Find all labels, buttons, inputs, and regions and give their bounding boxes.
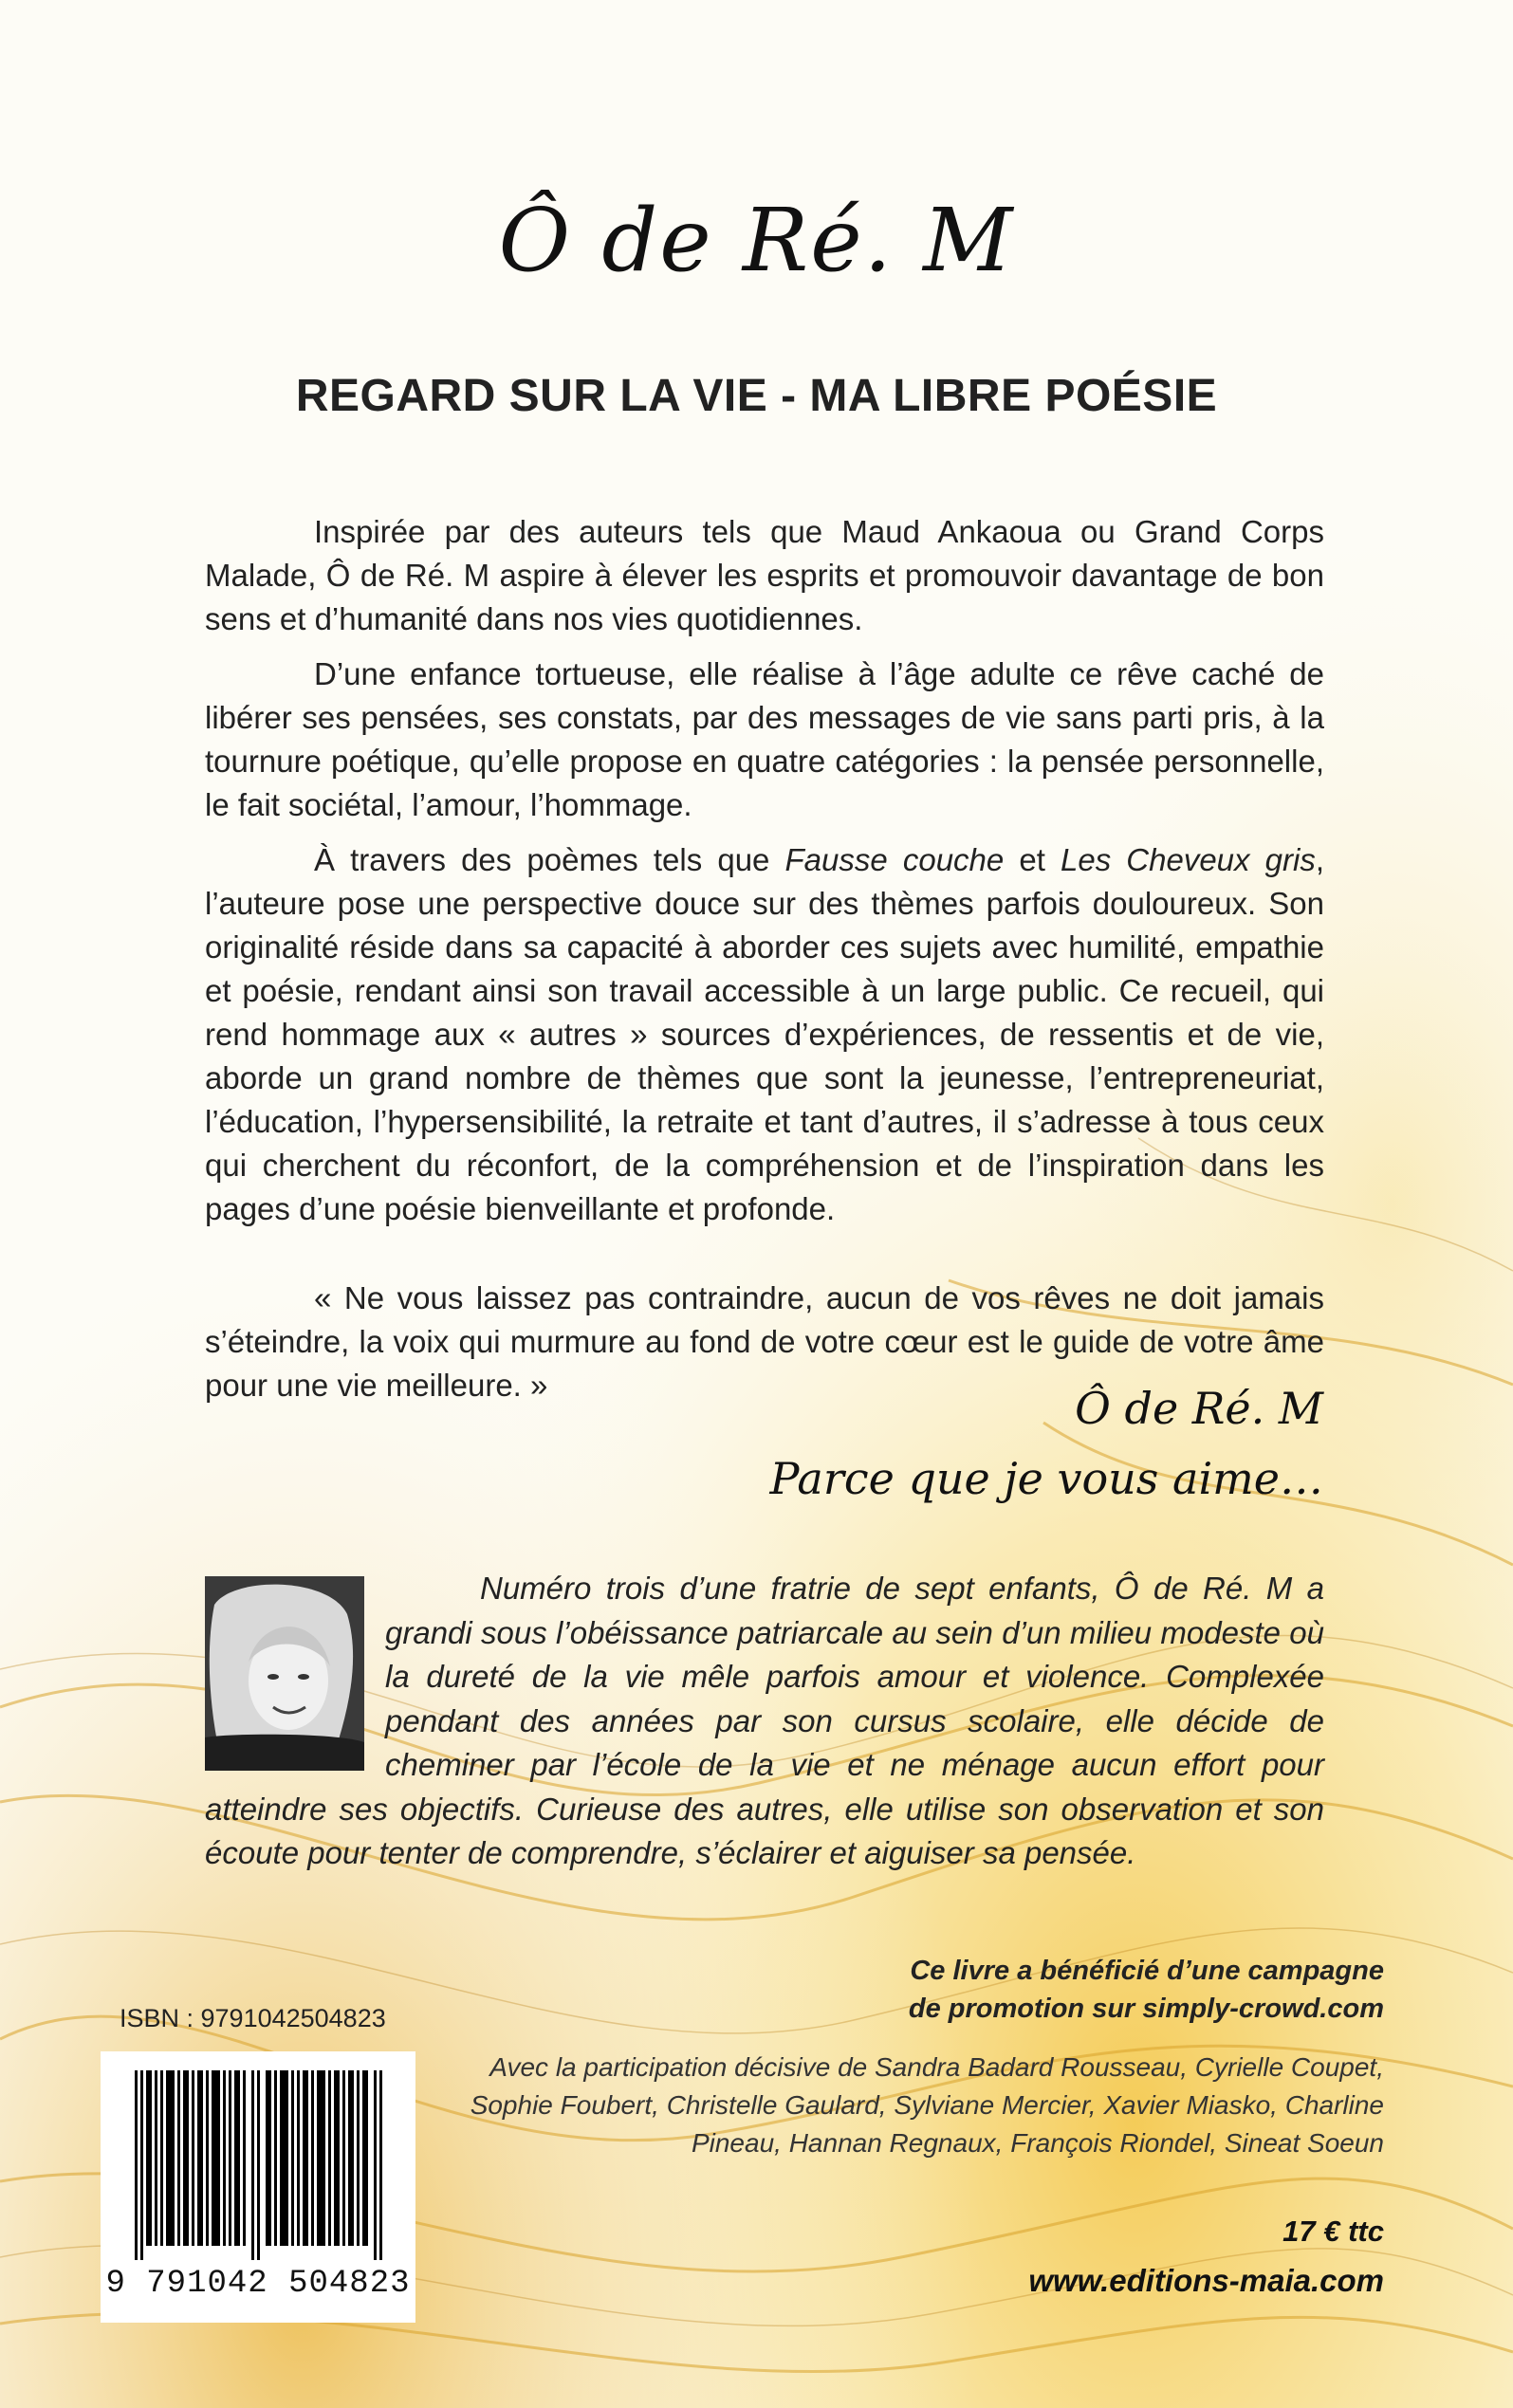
- promotion-note: [909, 1952, 1384, 2028]
- paragraph-2: D’une enfance tortueuse, elle réalise à l’âge adulte ce rêve caché de libérer ses pensées, ses constats, par des messages de vie sans parti pris, à la tournure poétique, qu’elle propose en quatre catégories : la pensée personnelle, le fait sociétal, l’amour, l’hommage.: [205, 656, 1324, 822]
- paragraph-3-mid: et: [1004, 842, 1061, 877]
- barcode-icon: [135, 2070, 383, 2260]
- author-bio-text: Numéro trois d’une fratrie de sept enfants, Ô de Ré. M a grandi sous l’obéissance patriarcale au sein d’un milieu modeste où la dureté de la vie mêle parfois amour et violence. Complexée pendant des années par son cursus scolaire, elle décide de cheminer par l’école de la vie et ne ménage aucun effort pour atteindre ses objectifs. Curieuse des autres, elle utilise son observation et son écoute pour tenter de comprendre, s’éclairer et aiguiser sa pensée.: [205, 1571, 1324, 1870]
- paragraph-3: [205, 838, 1324, 1231]
- signature-line: Parce que je vous aime…: [769, 1453, 1323, 1504]
- price: 17 € ttc: [1282, 2215, 1384, 2248]
- paragraph-3-start: À travers des poèmes tels que: [314, 842, 785, 877]
- signature-name: Ô de Ré. M: [1075, 1383, 1323, 1434]
- promotion-line-2: de promotion sur simply-crowd.com: [908, 1994, 1384, 2024]
- book-subtitle: REGARD SUR LA VIE - MA LIBRE POÉSIE: [295, 371, 1218, 421]
- poem-title-1: Fausse couche: [784, 842, 1005, 877]
- publisher-website: www.editions-maia.com: [1028, 2263, 1384, 2298]
- isbn-label: ISBN : 9791042504823: [120, 2004, 386, 2032]
- barcode-panel: [101, 2051, 415, 2323]
- author-bio: [205, 1567, 1324, 1876]
- acknowledgements: Avec la participation décisive de Sandra Badard Rousseau, Cyrielle Coupet, Sophie Foubert, Christelle Gaulard, Sylviane Mercier, Xavier Miasko, Charline Pineau, Hannan Regnaux, François Riondel, Sineat Soeun: [470, 2052, 1384, 2158]
- promotion-line-1: Ce livre a bénéficié d’une campagne: [910, 1956, 1384, 1986]
- author-quote: « Ne vous laissez pas contraindre, aucun de vos rêves ne doit jamais s’éteindre, la voix qui murmure au fond de votre cœur est le guide de votre âme pour une vie meilleure. »: [205, 1280, 1324, 1403]
- paragraph-1: Inspirée par des auteurs tels que Maud Ankaoua ou Grand Corps Malade, Ô de Ré. M aspire à élever les esprits et promouvoir davantage de bon sens et d’humanité dans nos vies quotidiennes.: [205, 514, 1324, 636]
- poem-title-2: Les Cheveux gris: [1060, 842, 1316, 877]
- paragraph-3-end: , l’auteure pose une perspective douce sur des thèmes parfois douloureux. Son originalité réside dans sa capacité à aborder ces sujets avec humilité, empathie et poésie, rendant ainsi son travail accessible à un large public. Ce recueil, qui rend hommage aux « autres » sources d’expériences, de ressentis et de vie, aborde un grand nombre de thèmes que sont la jeunesse, l’entrepreneuriat, l’éducation, l’hypersensibilité, la retraite et tant d’autres, il s’adresse à tous ceux qui cherchent du réconfort, de la compréhension et de l’inspiration dans les pages d’une poésie bienveillante et profonde.: [205, 842, 1324, 1226]
- author-name-title: Ô de Ré. M: [498, 190, 1015, 291]
- barcode-digits: 9 791042 504823: [105, 2266, 411, 2302]
- back-cover-text: [205, 510, 1324, 1419]
